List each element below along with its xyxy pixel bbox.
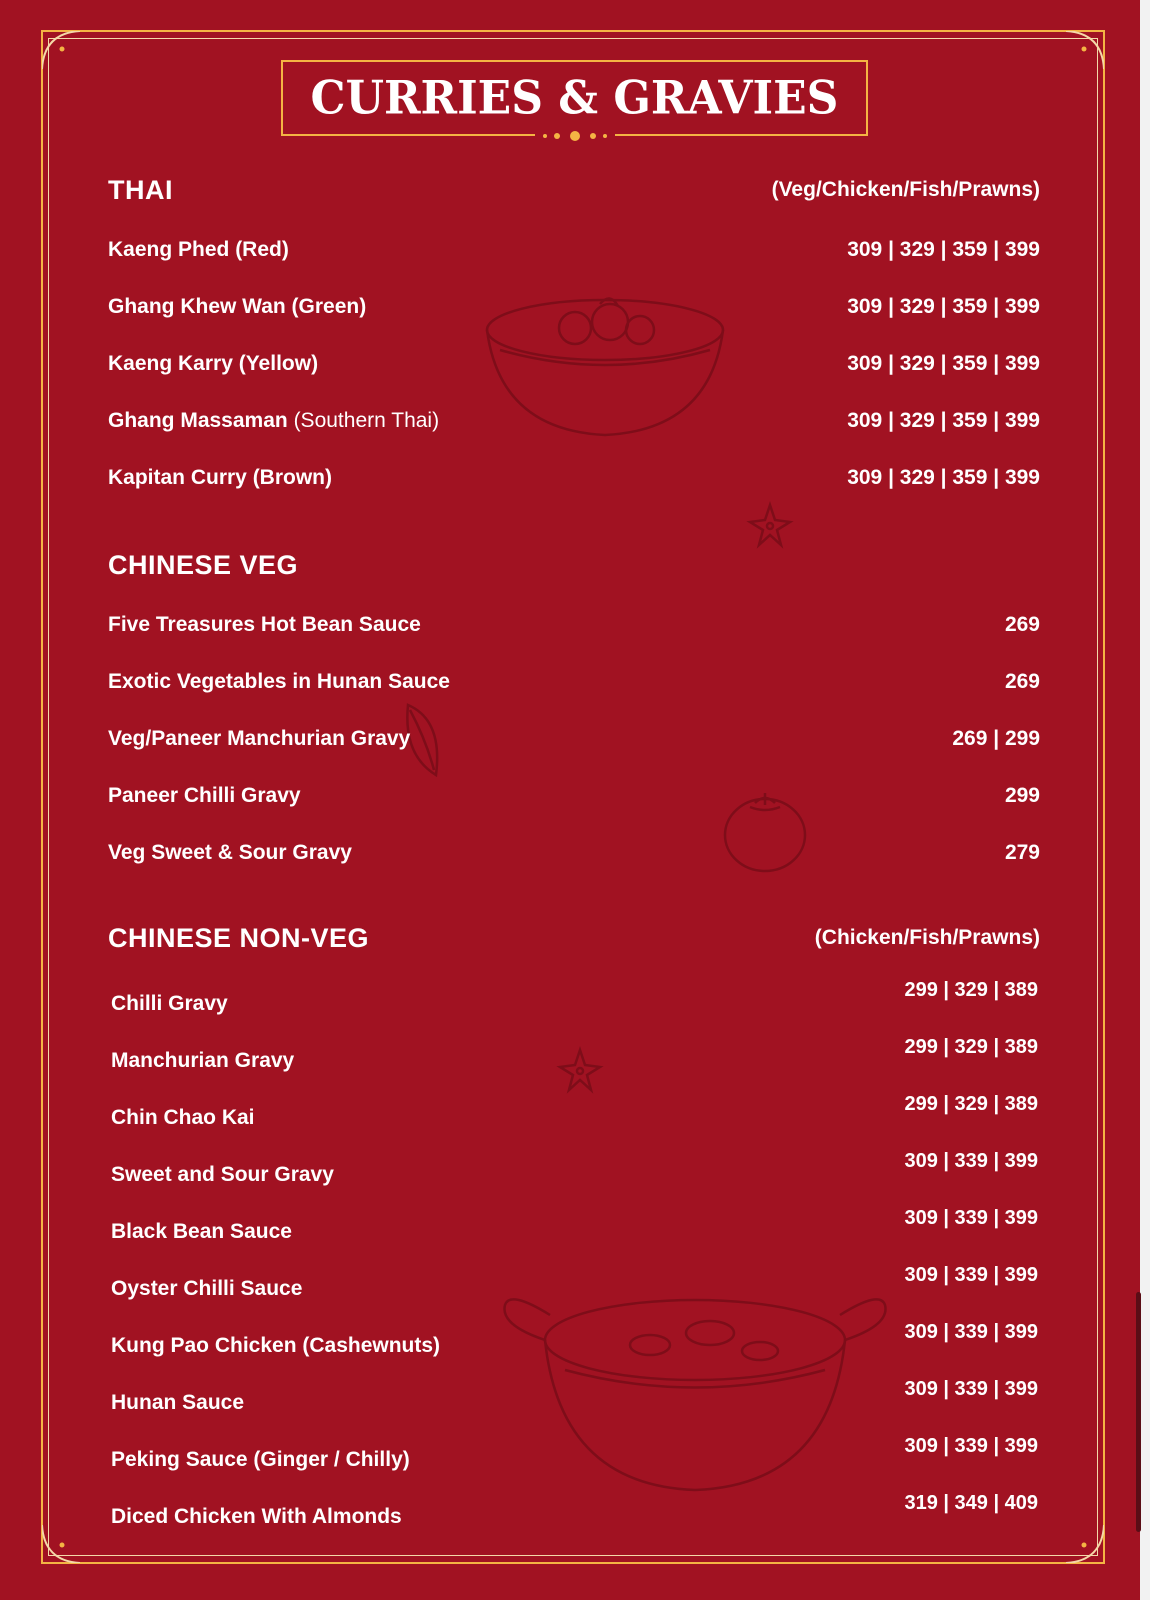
section-note: (Veg/Chicken/Fish/Prawns): [771, 178, 1040, 201]
title-box: [281, 60, 868, 136]
item-name: Veg Sweet & Sour Gravy: [108, 841, 352, 864]
item-price: 309 | 339 | 399: [904, 1264, 1038, 1286]
item-price: 309 | 329 | 359 | 399: [847, 352, 1040, 375]
item-name: Exotic Vegetables in Hunan Sauce: [108, 670, 450, 693]
list-item: [108, 463, 1040, 493]
item-price: 309 | 329 | 359 | 399: [847, 409, 1040, 432]
list-item: [111, 1378, 1038, 1418]
item-name: Kaeng Karry (Yellow): [108, 352, 319, 375]
item-price: 309 | 329 | 359 | 399: [847, 466, 1040, 489]
scrollbar-thumb[interactable]: [1136, 1292, 1141, 1532]
list-item: [111, 1321, 1038, 1361]
item-name: Chilli Gravy: [111, 992, 228, 1015]
item-name: Ghang Khew Wan (Green): [108, 295, 367, 318]
item-price: 309 | 329 | 359 | 399: [847, 295, 1040, 318]
list-item: [108, 781, 1040, 811]
section-heading-chinese-veg: CHINESE VEG: [108, 550, 299, 580]
item-name: Paneer Chilli Gravy: [108, 784, 301, 807]
section-heading-thai: THAI (Veg/Chicken/Fish/Prawns): [108, 175, 1040, 205]
list-item: [108, 724, 1040, 754]
list-item: [108, 838, 1040, 868]
item-price: 299 | 329 | 389: [904, 1036, 1038, 1058]
section-note: (Chicken/Fish/Prawns): [814, 926, 1040, 949]
list-item: [108, 667, 1040, 697]
list-item: [111, 1207, 1038, 1247]
item-price: 299 | 329 | 389: [904, 979, 1038, 1001]
list-item: [111, 1435, 1038, 1475]
list-item: [108, 406, 1040, 436]
item-price: 279: [1004, 841, 1040, 864]
item-subtitle: (Southern Thai): [287, 409, 440, 432]
list-item: [108, 349, 1040, 379]
item-name: Peking Sauce (Ginger / Chilly): [111, 1448, 410, 1471]
item-name: Kung Pao Chicken (Cashewnuts): [111, 1334, 441, 1357]
item-price: 299: [1004, 784, 1040, 807]
list-item: [108, 610, 1040, 640]
item-price: 269: [1004, 613, 1040, 636]
item-name: Five Treasures Hot Bean Sauce: [108, 613, 421, 636]
list-item: [111, 1093, 1038, 1133]
item-price: 309 | 339 | 399: [904, 1150, 1038, 1172]
corner-ornament-top-right: [1064, 31, 1104, 71]
list-item: [111, 1264, 1038, 1304]
corner-ornament-bottom-right: [1064, 1523, 1104, 1563]
item-name: Chin Chao Kai: [111, 1106, 255, 1129]
item-name: Manchurian Gravy: [111, 1049, 295, 1072]
section-heading-chinese-non-veg: CHINESE NON-VEG (Chicken/Fish/Prawns): [108, 923, 1040, 953]
item-price: 319 | 349 | 409: [904, 1492, 1038, 1514]
item-price: 309 | 339 | 399: [904, 1378, 1038, 1400]
corner-ornament-top-left: [42, 31, 82, 71]
item-name: Ghang Massaman (Southern Thai): [108, 409, 440, 432]
item-price: 269 | 299: [952, 727, 1040, 750]
item-price: 309 | 329 | 359 | 399: [847, 238, 1040, 261]
item-price: 309 | 339 | 399: [904, 1435, 1038, 1457]
list-item: [111, 979, 1038, 1019]
item-price: 309 | 339 | 399: [904, 1321, 1038, 1343]
item-price: 299 | 329 | 389: [904, 1093, 1038, 1115]
item-name: Black Bean Sauce: [111, 1220, 292, 1243]
item-name: Hunan Sauce: [111, 1391, 245, 1414]
item-name: Sweet and Sour Gravy: [111, 1163, 334, 1186]
item-name: Oyster Chilli Sauce: [111, 1277, 303, 1300]
item-name: Kapitan Curry (Brown): [108, 466, 333, 489]
item-name: Veg/Paneer Manchurian Gravy: [108, 727, 411, 750]
list-item: [111, 1150, 1038, 1190]
page-title: CURRIES & GRAVIES: [310, 71, 839, 125]
list-item: [111, 1492, 1038, 1532]
item-name: Diced Chicken With Almonds: [111, 1505, 402, 1528]
item-name: Kaeng Phed (Red): [108, 238, 289, 261]
item-price: 309 | 339 | 399: [904, 1207, 1038, 1229]
item-price: 269: [1004, 670, 1040, 693]
corner-ornament-bottom-left: [42, 1523, 82, 1563]
list-item: [111, 1036, 1038, 1076]
list-item: [108, 235, 1040, 265]
title-dots-ornament: [535, 126, 615, 146]
list-item: [108, 292, 1040, 322]
